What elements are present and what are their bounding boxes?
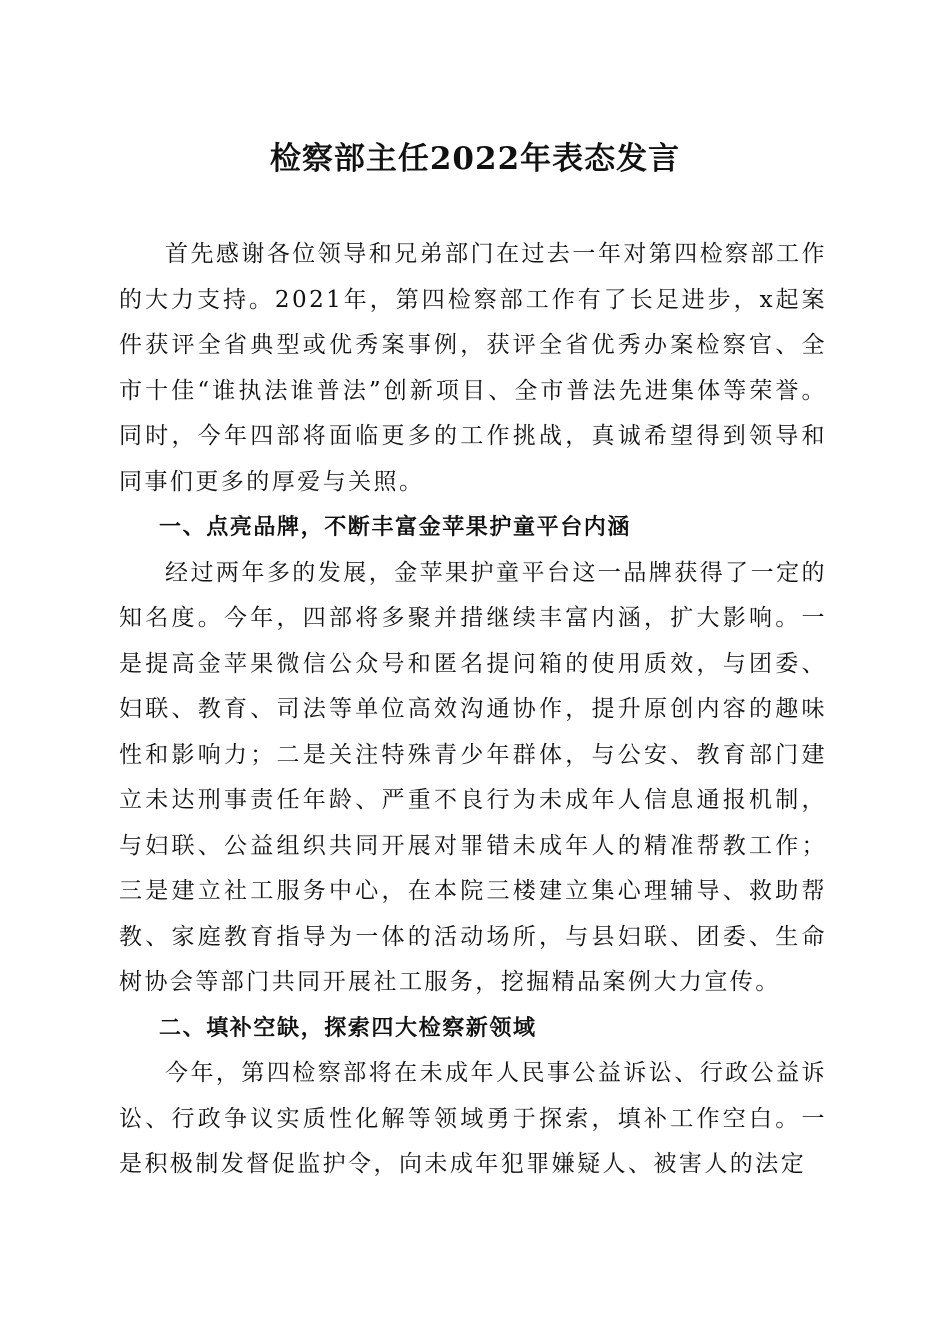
document-title: 检察部主任2022年表态发言	[269, 141, 681, 177]
section-2-paragraph: 今年，第四检察部将在未成年人民事公益诉讼、行政公益诉讼、行政争议实质性化解等领域勇于探索，填补工作空白。一是积极制发督促监护令，向未成年犯罪嫌疑人、被害人的法定	[119, 1060, 827, 1177]
section-1-paragraph: 经过两年多的发展，金苹果护童平台这一品牌获得了一定的知名度。今年，四部将多聚并措继续丰富内涵，扩大影响。一是提高金苹果微信公众号和匿名提问箱的使用质效，与团委、妇联、教育、司法等单位高效沟通协作，提升原创内容的趣味性和影响力；二是关注特殊青少年群体，与公安、教育部门建立未达刑事责任年龄、严重不良行为未成年人信息通报机制，与妇联、公益组织共同开展对罪错未成年人的精准帮教工作；三是建立社工服务中心，在本院三楼建立集心理辅导、救助帮教、家庭教育指导为一体的活动场所，与县妇联、团委、生命树协会等部门共同开展社工服务，挖掘精品案例大力宣传。	[119, 559, 827, 995]
intro-paragraph: 首先感谢各位领导和兄弟部门在过去一年对第四检察部工作的大力支持。2021年，第四检察部工作有了长足进步，x起案件获评全省典型或优秀案事例，获评全省优秀办案检察官、全市十佳“谁执法谁普法”创新项目、全市普法先进集体等荣誉。同时，今年四部将面临更多的工作挑战，真诚希望得到领导和同事们更多的厚爱与关照。	[119, 241, 827, 495]
section-1-heading: 一、点亮品牌，不断丰富金苹果护童平台内涵	[159, 515, 632, 540]
document-body	[119, 232, 827, 1188]
section-2-heading: 二、填补空缺，探索四大检察新领域	[159, 1015, 537, 1041]
